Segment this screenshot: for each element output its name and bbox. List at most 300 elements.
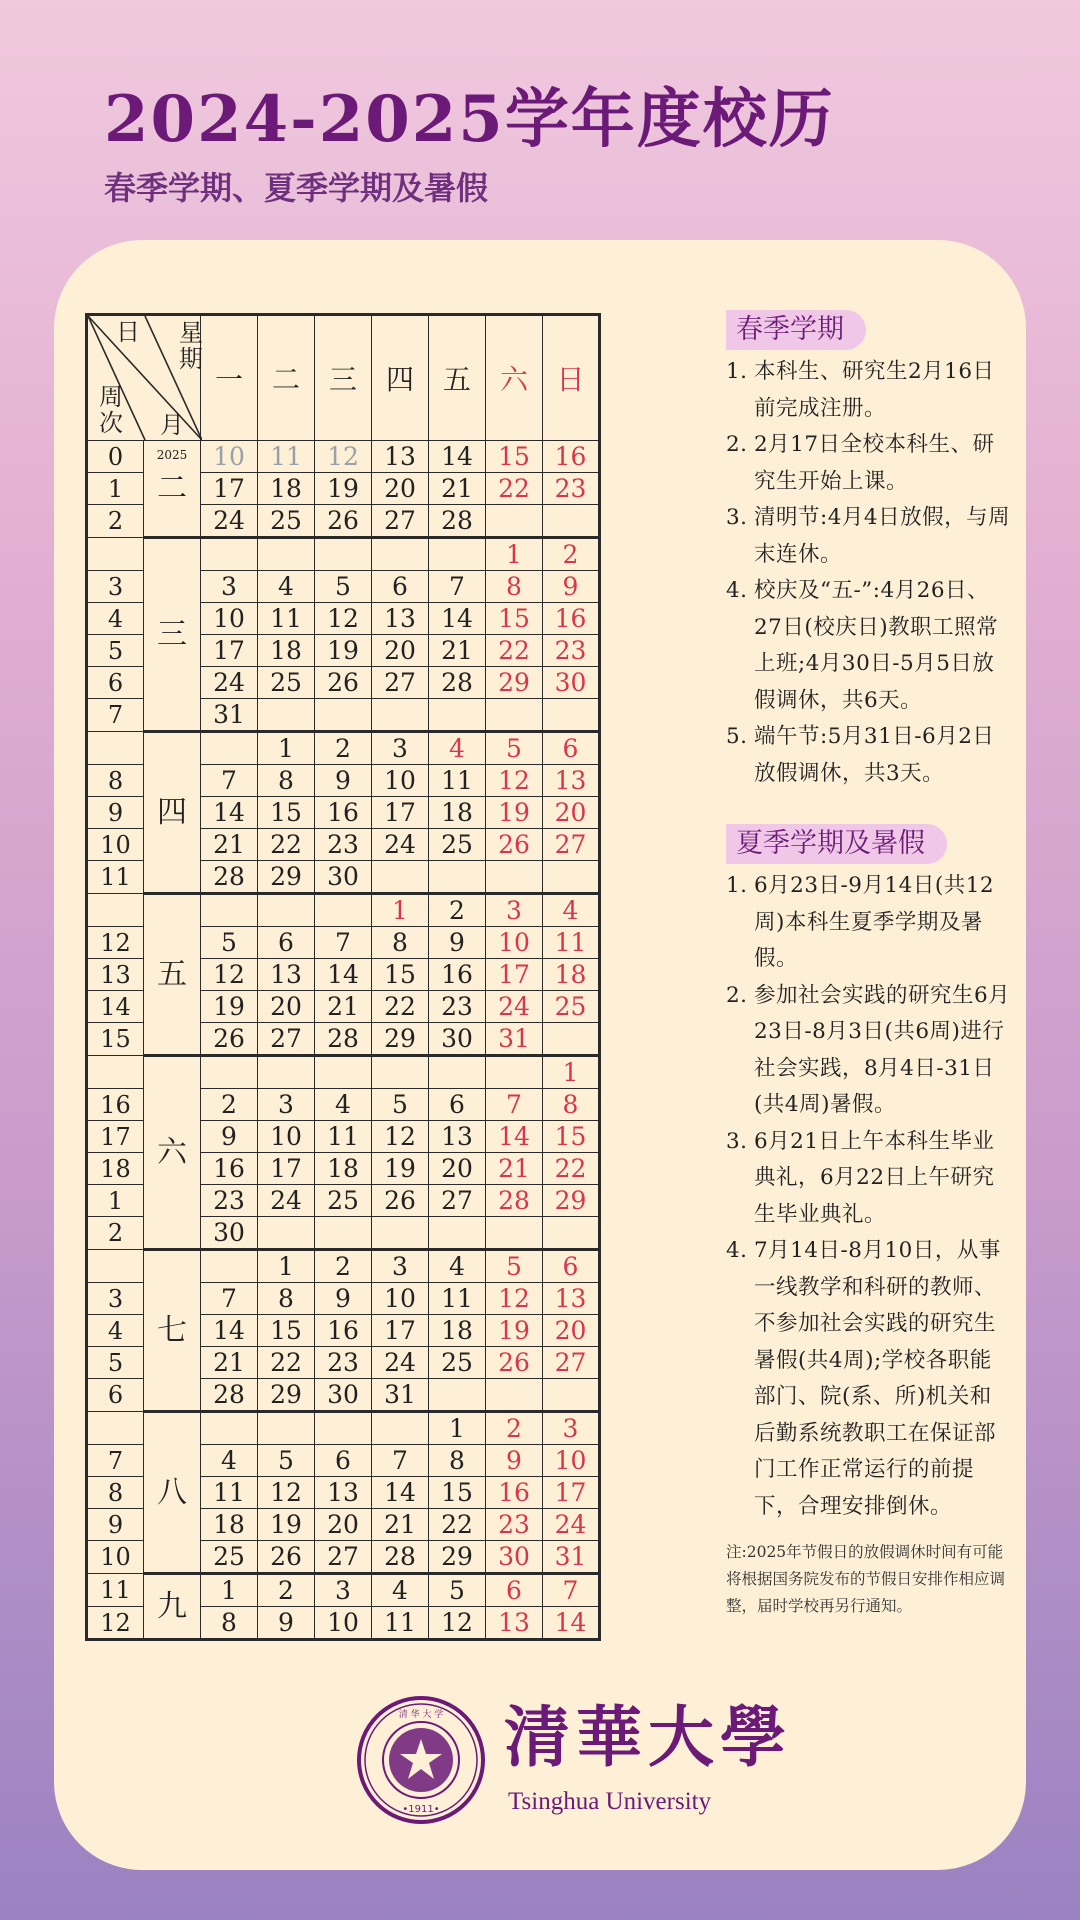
calendar-body [87,441,600,1640]
date-cell: 7 [201,765,258,797]
date-cell [372,861,429,894]
english-wordmark: Tsinghua University [508,1788,712,1815]
weekday-sun: 日 [543,315,600,441]
date-cell: 6 [543,732,600,765]
month-label [144,1574,201,1640]
date-cell [543,1023,600,1056]
date-cell [486,861,543,894]
date-cell [486,1056,543,1089]
date-cell: 28 [201,1379,258,1412]
date-cell: 13 [258,959,315,991]
date-cell: 5 [315,571,372,603]
date-cell: 26 [372,1185,429,1217]
date-cell: 14 [429,603,486,635]
month-label [144,894,201,1056]
date-cell: 30 [315,861,372,894]
note-number: 5. [726,724,748,749]
date-cell [315,699,372,732]
week-number: 17 [87,1121,144,1153]
date-cell: 11 [429,1283,486,1315]
date-cell: 24 [201,667,258,699]
date-cell: 19 [315,635,372,667]
note-text: 参加社会实践的研究生6月23日-8月3日(共6周)进行社会实践，8月4日-31日(共4周)暑假。 [754,982,1011,1117]
date-cell: 28 [315,1023,372,1056]
date-cell: 23 [201,1185,258,1217]
date-cell [315,894,372,927]
date-cell: 29 [429,1541,486,1574]
week-number: 1 [87,473,144,505]
week-number: 11 [87,861,144,894]
date-cell: 13 [543,765,600,797]
date-cell: 27 [315,1541,372,1574]
date-cell: 11 [372,1607,429,1640]
date-cell: 13 [543,1283,600,1315]
date-cell: 12 [486,765,543,797]
date-cell [429,1056,486,1089]
date-cell: 5 [486,1250,543,1283]
week-number: 4 [87,603,144,635]
corner-month-label: 月 [160,411,184,439]
date-cell: 21 [201,1347,258,1379]
date-cell: 31 [543,1541,600,1574]
weekday-sat: 六 [486,315,543,441]
note-number: 2. [726,432,748,457]
date-cell [315,1056,372,1089]
date-cell: 3 [543,1412,600,1445]
date-cell: 23 [543,473,600,505]
date-cell: 19 [486,1315,543,1347]
date-cell: 10 [486,927,543,959]
date-cell: 16 [543,441,600,473]
month-label [144,441,201,538]
note-text: 校庆及“五-”:4月26日、27日(校庆日)教职工照常上班;4月30日-5月5日放假调休，共6天。 [754,578,999,713]
week-number [87,894,144,927]
date-cell: 3 [486,894,543,927]
date-cell: 21 [372,1509,429,1541]
date-cell: 24 [372,1347,429,1379]
date-cell: 31 [201,699,258,732]
spring-note-item [726,500,1012,573]
date-cell: 14 [543,1607,600,1640]
date-cell: 12 [201,959,258,991]
month-label [144,1056,201,1250]
week-row [87,894,600,927]
page-title: 2024-2025学年度校历 [104,82,835,157]
date-cell: 22 [486,473,543,505]
date-cell: 9 [486,1445,543,1477]
date-cell: 19 [258,1509,315,1541]
note-number: 1. [726,359,748,384]
date-cell: 2 [201,1089,258,1121]
date-cell: 27 [543,1347,600,1379]
date-cell: 15 [486,603,543,635]
corner-week-label: 周次 [99,383,123,437]
spring-semester-label: 春季学期 [726,310,866,350]
date-cell: 30 [201,1217,258,1250]
note-number: 4. [726,1238,748,1263]
date-cell: 14 [201,797,258,829]
date-cell: 23 [543,635,600,667]
week-number: 15 [87,1023,144,1056]
date-cell: 4 [372,1574,429,1607]
date-cell: 22 [429,1509,486,1541]
date-cell: 25 [258,667,315,699]
date-cell: 3 [258,1089,315,1121]
note-text: 端午节:5月31日-6月2日放假调休，共3天。 [754,724,995,786]
week-number [87,1056,144,1089]
summer-note-item [726,1233,1012,1525]
date-cell: 26 [315,667,372,699]
date-cell: 12 [486,1283,543,1315]
week-number: 7 [87,699,144,732]
date-cell: 5 [372,1089,429,1121]
date-cell: 7 [486,1089,543,1121]
date-cell: 25 [201,1541,258,1574]
date-cell: 4 [543,894,600,927]
date-cell: 28 [372,1541,429,1574]
week-row [87,1250,600,1283]
holiday-adjustment-note: 注:2025年节假日的放假调休时间有可能将根据国务院发布的节假日安排作相应调整，届时学校再另行通知。 [726,1543,1006,1615]
summer-semester-label: 夏季学期及暑假 [726,824,947,864]
year-label: 2025 [156,448,188,462]
date-cell [315,1412,372,1445]
date-cell: 7 [372,1445,429,1477]
date-cell: 26 [486,1347,543,1379]
date-cell: 8 [543,1089,600,1121]
date-cell: 24 [372,829,429,861]
date-cell: 2 [315,732,372,765]
date-cell [258,1412,315,1445]
week-number: 8 [87,1477,144,1509]
week-number: 1 [87,1185,144,1217]
spring-notes-list [726,354,1012,792]
date-cell: 31 [486,1023,543,1056]
spring-note-item [726,427,1012,500]
date-cell: 17 [543,1477,600,1509]
date-cell: 7 [543,1574,600,1607]
date-cell [258,894,315,927]
date-cell: 20 [372,635,429,667]
week-number [87,1412,144,1445]
date-cell: 29 [372,1023,429,1056]
date-cell: 10 [315,1607,372,1640]
date-cell: 14 [429,441,486,473]
date-cell: 13 [372,441,429,473]
month-name: 九 [157,1588,187,1624]
month-name: 七 [157,1312,187,1348]
date-cell: 20 [315,1509,372,1541]
date-cell: 6 [543,1250,600,1283]
date-cell: 18 [315,1153,372,1185]
date-cell [258,699,315,732]
date-cell: 25 [429,829,486,861]
week-number: 7 [87,1445,144,1477]
date-cell: 3 [201,571,258,603]
date-cell: 28 [486,1185,543,1217]
week-number: 16 [87,1089,144,1121]
week-number [87,732,144,765]
date-cell: 22 [486,635,543,667]
week-number [87,1250,144,1283]
month-name: 六 [157,1134,187,1170]
svg-text:清 华 大 学: 清 华 大 学 [398,1710,444,1720]
week-number: 2 [87,1217,144,1250]
spring-note-item [726,573,1012,719]
date-cell: 11 [201,1477,258,1509]
note-text: 本科生、研究生2月16日前完成注册。 [754,359,995,421]
note-number: 1. [726,873,748,898]
week-number: 9 [87,1509,144,1541]
date-cell: 10 [543,1445,600,1477]
date-cell: 26 [258,1541,315,1574]
weekday-tue: 二 [258,315,315,441]
date-cell: 7 [315,927,372,959]
date-cell: 13 [486,1607,543,1640]
date-cell: 15 [258,1315,315,1347]
date-cell: 16 [201,1153,258,1185]
week-number: 6 [87,1379,144,1412]
date-cell: 21 [429,473,486,505]
date-cell: 9 [258,1607,315,1640]
week-row [87,441,600,473]
date-cell [372,699,429,732]
date-cell: 18 [201,1509,258,1541]
date-cell [486,699,543,732]
date-cell: 1 [486,538,543,571]
month-label [144,732,201,894]
date-cell: 10 [372,765,429,797]
date-cell: 17 [486,959,543,991]
date-cell: 21 [315,991,372,1023]
date-cell: 10 [201,441,258,473]
week-number: 11 [87,1574,144,1607]
date-cell: 28 [429,505,486,538]
date-cell: 31 [372,1379,429,1412]
week-number: 13 [87,959,144,991]
date-cell: 17 [201,635,258,667]
date-cell: 7 [201,1283,258,1315]
date-cell: 12 [315,603,372,635]
date-cell [543,699,600,732]
date-cell: 22 [372,991,429,1023]
date-cell: 1 [201,1574,258,1607]
note-text: 清明节:4月4日放假，与周末连休。 [754,505,1011,567]
week-number: 10 [87,1541,144,1574]
date-cell: 26 [486,829,543,861]
note-text: 6月23日-9月14日(共12周)本科生夏季学期及暑假。 [754,873,995,971]
week-number: 5 [87,1347,144,1379]
date-cell: 19 [486,797,543,829]
date-cell: 18 [429,1315,486,1347]
date-cell: 6 [315,1445,372,1477]
date-cell [429,538,486,571]
svg-text:•1911•: •1911• [402,1804,440,1815]
month-name: 四 [157,794,187,830]
date-cell: 11 [543,927,600,959]
date-cell: 26 [201,1023,258,1056]
date-cell: 12 [429,1607,486,1640]
university-seal-icon [356,1695,486,1825]
academic-calendar-table [85,313,601,1641]
date-cell: 2 [429,894,486,927]
date-cell: 30 [315,1379,372,1412]
date-cell: 14 [201,1315,258,1347]
week-number: 2 [87,505,144,538]
date-cell: 27 [543,829,600,861]
date-cell [201,538,258,571]
date-cell: 8 [429,1445,486,1477]
date-cell: 12 [258,1477,315,1509]
date-cell: 27 [258,1023,315,1056]
week-number: 3 [87,571,144,603]
date-cell: 25 [315,1185,372,1217]
month-name: 二 [157,470,187,506]
date-cell: 4 [201,1445,258,1477]
date-cell: 20 [258,991,315,1023]
weekday-wed: 三 [315,315,372,441]
date-cell: 14 [372,1477,429,1509]
notes-panel [726,310,1012,1620]
date-cell: 22 [543,1153,600,1185]
date-cell: 30 [429,1023,486,1056]
date-cell [372,1056,429,1089]
date-cell: 8 [258,765,315,797]
date-cell: 15 [372,959,429,991]
date-cell [258,538,315,571]
header-corner-cell [87,315,201,441]
week-number: 0 [87,441,144,473]
date-cell: 16 [429,959,486,991]
date-cell [201,1250,258,1283]
date-cell: 27 [372,505,429,538]
weekday-thu: 四 [372,315,429,441]
date-cell: 21 [201,829,258,861]
date-cell: 1 [258,1250,315,1283]
month-label [144,1412,201,1574]
note-number: 3. [726,1128,748,1154]
date-cell: 5 [258,1445,315,1477]
date-cell: 6 [372,571,429,603]
week-number: 3 [87,1283,144,1315]
note-number: 3. [726,505,748,530]
date-cell: 20 [429,1153,486,1185]
date-cell: 11 [258,603,315,635]
note-number: 2. [726,982,748,1008]
date-cell: 3 [315,1574,372,1607]
note-number: 4. [726,578,748,603]
week-number: 10 [87,829,144,861]
date-cell: 6 [486,1574,543,1607]
date-cell [543,861,600,894]
date-cell: 8 [201,1607,258,1640]
date-cell: 20 [543,797,600,829]
date-cell: 1 [372,894,429,927]
date-cell: 9 [315,1283,372,1315]
note-text: 7月14日-8月10日，从事一线教学和科研的教师、不参加社会实践的研究生暑假(共4周);学校各职能部门、院(系、所)机关和后勤系统教职工在保证部门工作正常运行的前提下，合理安排倒休。 [754,1238,1001,1519]
week-number: 12 [87,927,144,959]
date-cell: 25 [543,991,600,1023]
date-cell: 2 [486,1412,543,1445]
date-cell: 10 [201,603,258,635]
week-number: 8 [87,765,144,797]
tsinghua-logo [356,1695,796,1825]
summer-note-item [726,868,1012,978]
date-cell [486,1217,543,1250]
summer-note-item [726,1124,1012,1234]
date-cell [486,1379,543,1412]
date-cell: 6 [258,927,315,959]
summer-note-item [726,978,1012,1124]
week-row [87,538,600,571]
date-cell: 14 [486,1121,543,1153]
date-cell: 18 [429,797,486,829]
date-cell [315,538,372,571]
date-cell: 5 [429,1574,486,1607]
date-cell: 28 [201,861,258,894]
week-number: 14 [87,991,144,1023]
date-cell: 17 [201,473,258,505]
date-cell: 20 [372,473,429,505]
date-cell [372,1412,429,1445]
date-cell: 16 [543,603,600,635]
spring-note-item [726,719,1012,792]
date-cell: 11 [258,441,315,473]
date-cell: 29 [258,1379,315,1412]
date-cell: 26 [315,505,372,538]
date-cell: 24 [486,991,543,1023]
weekday-header-row [87,315,600,441]
date-cell: 11 [315,1121,372,1153]
date-cell: 27 [429,1185,486,1217]
date-cell: 27 [372,667,429,699]
week-number: 18 [87,1153,144,1185]
date-cell: 23 [315,829,372,861]
date-cell [201,1056,258,1089]
date-cell: 30 [543,667,600,699]
date-cell: 5 [201,927,258,959]
week-number [87,538,144,571]
date-cell: 1 [429,1412,486,1445]
date-cell [543,1217,600,1250]
date-cell: 8 [372,927,429,959]
date-cell: 7 [429,571,486,603]
date-cell: 1 [543,1056,600,1089]
date-cell: 25 [258,505,315,538]
date-cell [429,1379,486,1412]
date-cell: 1 [258,732,315,765]
week-number: 5 [87,635,144,667]
date-cell: 18 [258,635,315,667]
date-cell: 18 [258,473,315,505]
date-cell: 12 [372,1121,429,1153]
date-cell: 23 [315,1347,372,1379]
date-cell: 2 [543,538,600,571]
date-cell: 18 [543,959,600,991]
date-cell [258,1217,315,1250]
corner-day-label: 日 [116,318,140,346]
date-cell: 6 [429,1089,486,1121]
date-cell: 22 [258,829,315,861]
date-cell: 13 [429,1121,486,1153]
note-text: 2月17日全校本科生、研究生开始上课。 [754,432,995,494]
date-cell: 3 [372,1250,429,1283]
week-row [87,732,600,765]
week-row [87,1412,600,1445]
date-cell: 16 [315,797,372,829]
date-cell: 5 [486,732,543,765]
date-cell: 16 [486,1477,543,1509]
date-cell: 25 [429,1347,486,1379]
